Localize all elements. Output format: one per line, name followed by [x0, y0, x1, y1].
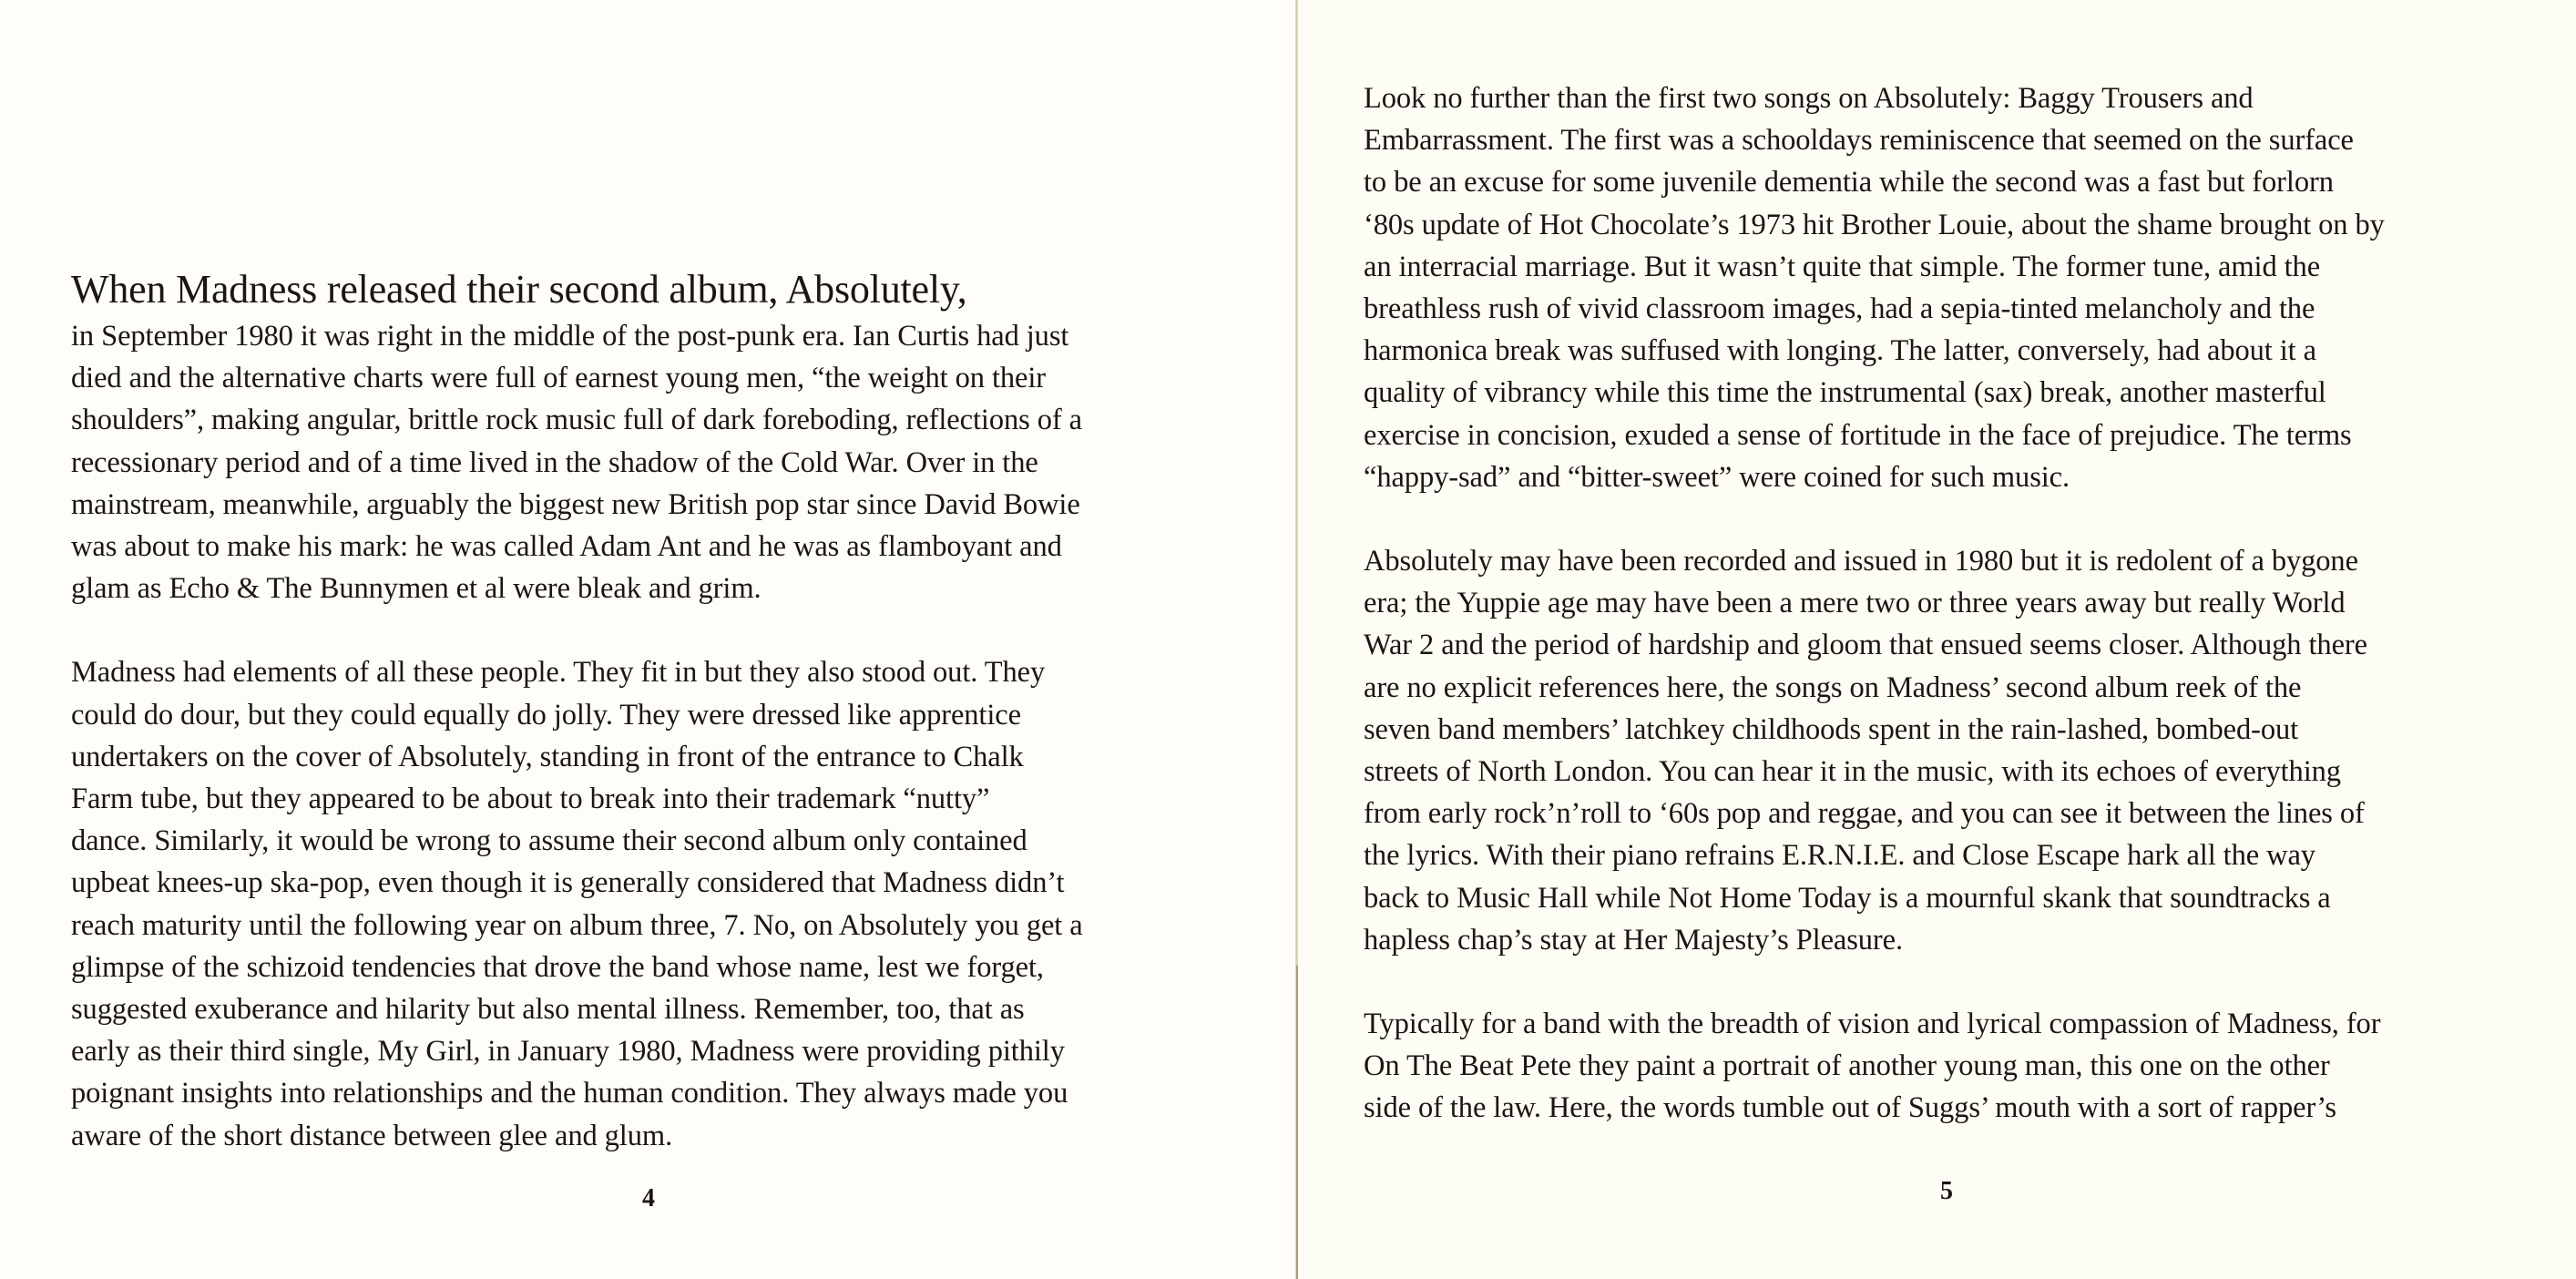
text-line: Embarrassment. The first was a schooldays reminiscence that seemed on the surface	[1364, 124, 2354, 158]
text-line: aware of the short distance between glee and glum.	[71, 1119, 673, 1152]
text-line: was about to make his mark: he was called Adam Ant and he was as flamboyant and	[71, 530, 1062, 564]
text-line: are no explicit references here, the songs on Madness’ second album reek of the	[1364, 670, 2302, 704]
text-line: reach maturity until the following year on album three, 7. No, on Absolutely you get a	[71, 908, 1083, 942]
text-line: died and the alternative charts were full of earnest young men, “the weight on their	[71, 362, 1047, 395]
page-number-right: 5	[1940, 1177, 1953, 1205]
text-line: hapless chap’s stay at Her Majesty’s Pleasure.	[1364, 923, 1903, 957]
text-line: Farm tube, but they appeared to be about to break into their trademark “nutty”	[71, 783, 990, 816]
spine-shadow	[1296, 966, 1298, 1279]
text-line: breathless rush of vivid classroom images, had a sepia-tinted melancholy and the	[1364, 292, 2315, 326]
text-line: upbeat knees-up ska-pop, even though it is generally considered that Madness didn’t	[71, 866, 1065, 900]
text-line: “happy-sad” and “bitter-sweet” were coined for such music.	[1364, 460, 2070, 494]
text-line: seven band members’ latchkey childhoods spent in the rain-lashed, bombed-out	[1364, 712, 2299, 746]
text-line: ‘80s update of Hot Chocolate’s 1973 hit Brother Louie, about the shame brought on by	[1364, 208, 2385, 241]
text-line: suggested exuberance and hilarity but also mental illness. Remember, too, that as	[71, 993, 1025, 1027]
text-line: shoulders”, making angular, brittle rock music full of dark foreboding, reflections of a	[71, 404, 1082, 437]
text-line: glimpse of the schizoid tendencies that drove the band whose name, lest we forget,	[71, 950, 1044, 984]
text-line: recessionary period and of a time lived in the shadow of the Cold War. Over in the	[71, 445, 1038, 479]
text-line: mainstream, meanwhile, arguably the biggest new British pop star since David Bowie	[71, 487, 1080, 521]
left-page-text	[71, 264, 1255, 1199]
text-line: quality of vibrancy while this time the instrumental (sax) break, another masterful	[1364, 376, 2326, 410]
paragraph	[71, 315, 1255, 609]
text-line: glam as Echo & The Bunnymen et al were bleak and grim.	[71, 572, 762, 606]
text-line: War 2 and the period of hardship and gloom that ensued seems closer. Although there	[1364, 629, 2367, 662]
text-line: Absolutely may have been recorded and issued in 1980 but it is redolent of a bygone	[1364, 545, 2358, 578]
text-line: exercise in concision, exuded a sense of fortitude in the face of prejudice. The terms	[1364, 418, 2352, 452]
text-line: Look no further than the first two songs on Absolutely: Baggy Trousers and	[1364, 82, 2254, 115]
text-line: On The Beat Pete they paint a portrait of another young man, this one on the other	[1364, 1049, 2330, 1083]
text-line: an interracial marriage. But it wasn’t quite that simple. The former tune, amid the	[1364, 250, 2321, 283]
headline: When Madness released their second album, Absolutely,	[71, 267, 967, 312]
paragraph	[1364, 1003, 2548, 1130]
right-page-text	[1364, 77, 2548, 1172]
text-line: to be an excuse for some juvenile dementia while the second was a fast but forlorn	[1364, 166, 2334, 200]
text-line: Madness had elements of all these people. They fit in but they also stood out. They	[71, 656, 1046, 690]
text-line: side of the law. Here, the words tumble out of Suggs’ mouth with a sort of rapper’s	[1364, 1091, 2336, 1125]
page-number-left: 4	[642, 1184, 655, 1212]
text-line: early as their third single, My Girl, in January 1980, Madness were providing pithily	[71, 1035, 1065, 1069]
text-line: back to Music Hall while Not Home Today is a mournful skank that soundtracks a	[1364, 881, 2331, 915]
text-line: in September 1980 it was right in the middle of the post-punk era. Ian Curtis had just	[71, 320, 1069, 353]
text-line: harmonica break was suffused with longing. The latter, conversely, had about it a	[1364, 334, 2316, 368]
text-line: the lyrics. With their piano refrains E.R.N.I.E. and Close Escape hark all the way	[1364, 839, 2315, 873]
text-line: poignant insights into relationships and the human condition. They always made you	[71, 1077, 1068, 1110]
text-line: undertakers on the cover of Absolutely, standing in front of the entrance to Chalk	[71, 740, 1024, 773]
paragraph	[1364, 77, 2548, 498]
text-line: streets of North London. You can hear it in the music, with its echoes of everything	[1364, 755, 2341, 789]
paragraph	[1364, 540, 2548, 961]
text-line: era; the Yuppie age may have been a mere two or three years away but really World	[1364, 587, 2346, 620]
paragraph	[71, 651, 1255, 1156]
text-line: from early rock’n’roll to ‘60s pop and reggae, and you can see it between the lines of	[1364, 797, 2365, 831]
text-line: Typically for a band with the breadth of vision and lyrical compassion of Madness, for	[1364, 1008, 2381, 1041]
text-line: dance. Similarly, it would be wrong to assume their second album only contained	[71, 824, 1027, 858]
text-line: could do dour, but they could equally do jolly. They were dressed like apprentice	[71, 698, 1021, 732]
